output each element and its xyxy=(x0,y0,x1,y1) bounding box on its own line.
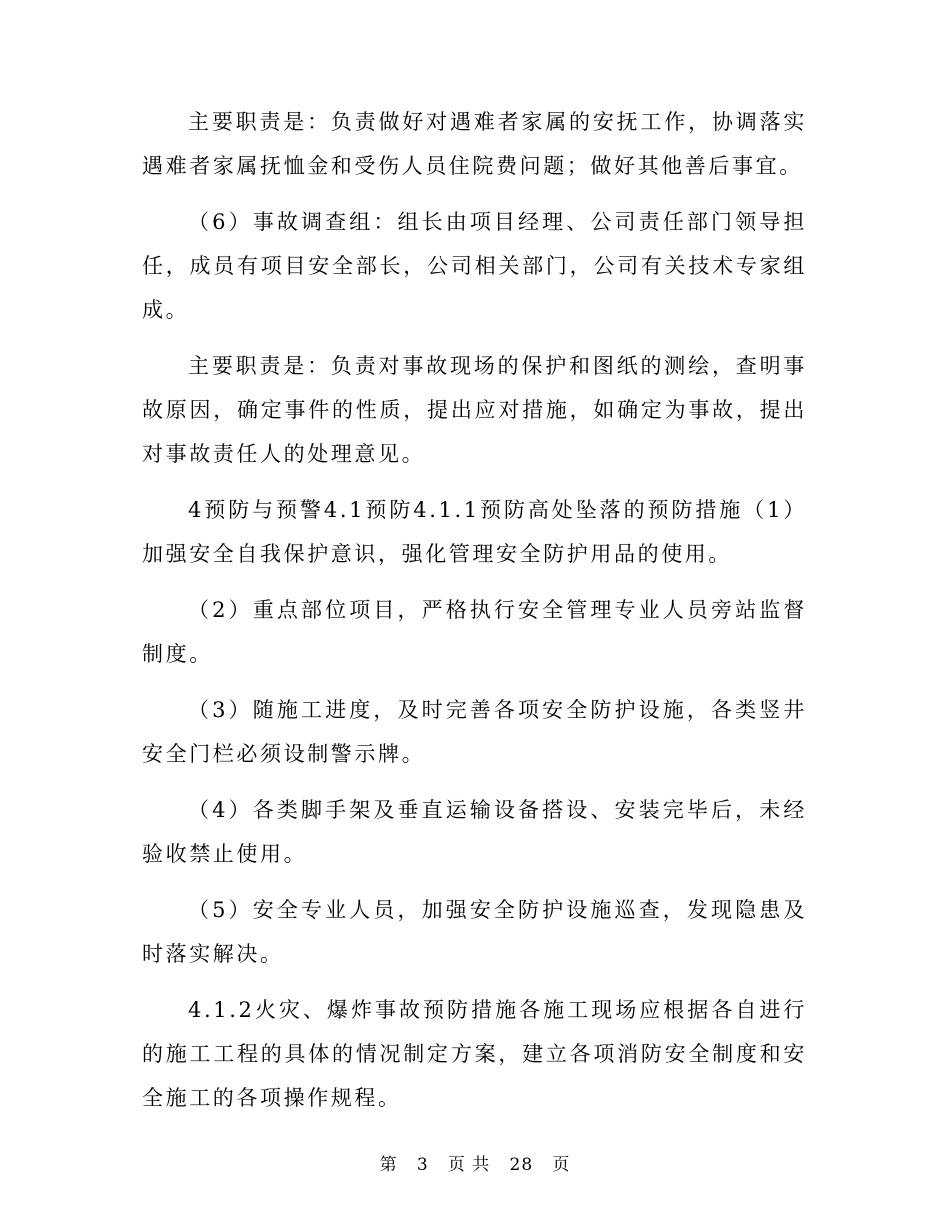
paragraph-fire-prevention: 4.1.2火灾、爆炸事故预防措施各施工现场应根据各自进行的施工工程的具体的情况制定方案，建立各项消防安全制度和安全施工的各项操作规程。 xyxy=(142,998,807,1110)
paragraph-item-2: （2）重点部位项目，严格执行安全管理专业人员旁站监督制度。 xyxy=(142,598,807,666)
paragraph-item-4: （4）各类脚手架及垂直运输设备搭设、安装完毕后，未经验收禁止使用。 xyxy=(142,798,807,866)
footer-prefix: 第 xyxy=(379,1155,398,1175)
footer-middle: 页 共 xyxy=(447,1155,491,1175)
paragraph-item-5: （5）安全专业人员，加强安全防护设施巡查，发现隐患及时落实解决。 xyxy=(142,898,807,966)
page-footer xyxy=(0,1150,950,1175)
document-body xyxy=(142,100,807,1132)
paragraph-item-3: （3）随施工进度，及时完善各项安全防护设施，各类竖井安全门栏必须设制警示牌。 xyxy=(142,698,807,766)
paragraph-aftermath-duties: 主要职责是：负责做好对遇难者家属的安抚工作，协调落实遇难者家属抚恤金和受伤人员住院费问题；做好其他善后事宜。 xyxy=(142,110,807,178)
footer-current-page: 3 xyxy=(416,1155,429,1175)
paragraph-prevention-heading: 4预防与预警4.1预防4.1.1预防高处坠落的预防措施（1）加强安全自我保护意识，强化管理安全防护用品的使用。 xyxy=(142,498,807,566)
footer-suffix: 页 xyxy=(552,1155,571,1175)
footer-total-pages: 28 xyxy=(509,1155,534,1175)
paragraph-investigation-group: （6）事故调查组：组长由项目经理、公司责任部门领导担任，成员有项目安全部长，公司相关部门，公司有关技术专家组成。 xyxy=(142,210,807,322)
paragraph-investigation-duties: 主要职责是：负责对事故现场的保护和图纸的测绘，查明事故原因，确定事件的性质，提出应对措施，如确定为事故，提出对事故责任人的处理意见。 xyxy=(142,354,807,466)
